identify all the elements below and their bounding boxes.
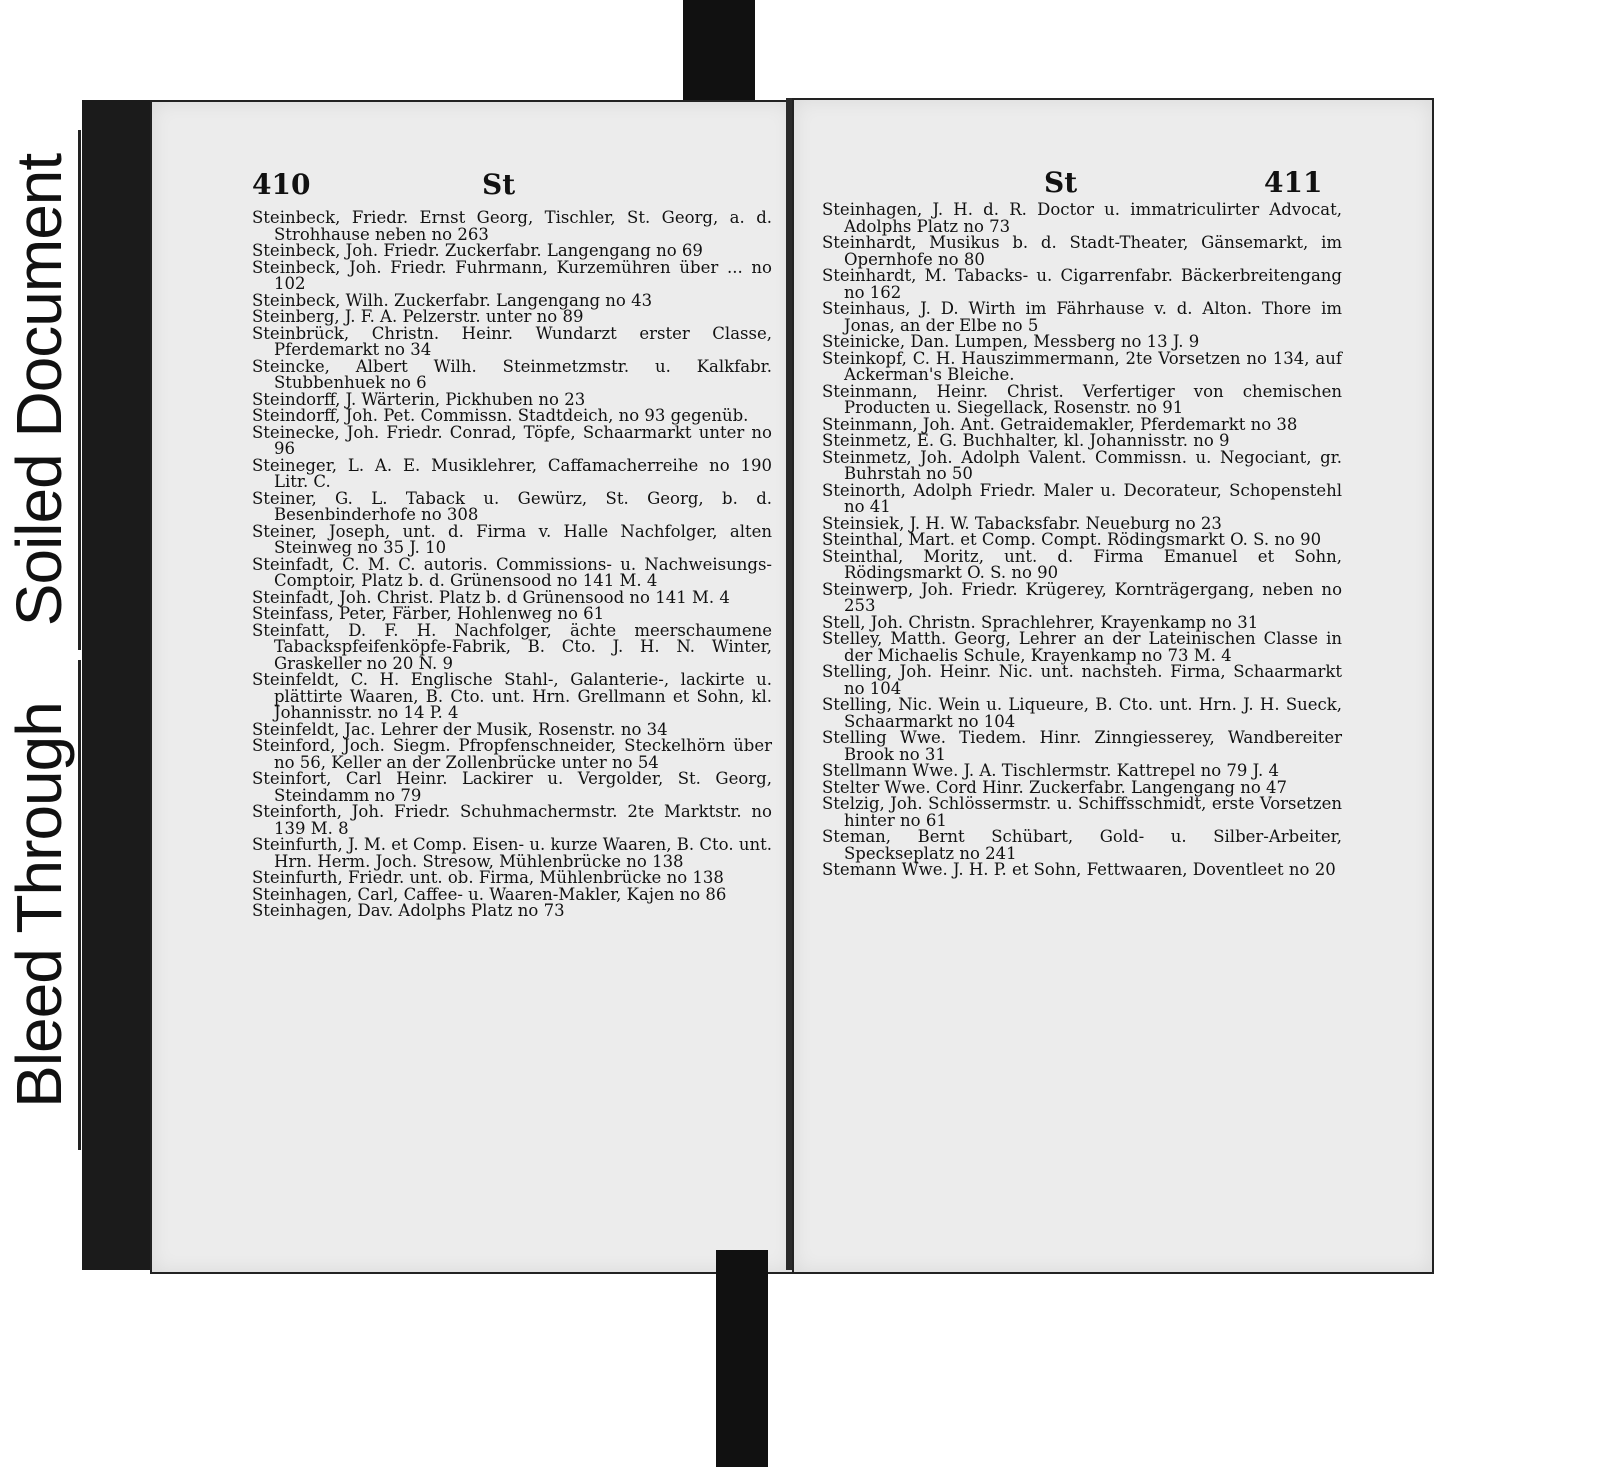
directory-entry: Steinecke, Joh. Friedr. Conrad, Töpfe, Schaarmarkt unter no 96 <box>252 422 772 458</box>
directory-entry: Steinthal, Mart. et Comp. Compt. Rödingsmarkt O. S. no 90 <box>822 530 1322 549</box>
directory-entry: Stelley, Matth. Georg, Lehrer an der Lateinischen Classe in der Michaelis Schule, Krayenkamp no 73 M. 4 <box>822 629 1342 665</box>
directory-entry: Steinfurth, Friedr. unt. ob. Firma, Mühlenbrücke no 138 <box>252 868 724 887</box>
directory-entry: Stelling, Joh. Heinr. Nic. unt. nachsteh. Firma, Schaarmarkt no 104 <box>822 662 1342 698</box>
directory-entry: Steinkopf, C. H. Hauszimmermann, 2te Vorsetzen no 134, auf Ackerman's Bleiche. <box>822 348 1342 384</box>
directory-entry: Steinfadt, Joh. Christ. Platz b. d Grünensood no 141 M. 4 <box>252 587 730 607</box>
directory-entry: Stelzig, Joh. Schlössermstr. u. Schiffsschmidt, erste Vorsetzen hinter no 61 <box>822 794 1342 830</box>
directory-entry: Steinicke, Dan. Lumpen, Messberg no 13 J. 9 <box>822 332 1200 351</box>
directory-entry: Steinmetz, Joh. Adolph Valent. Commissn. u. Negociant, gr. Buhrstah no 50 <box>822 447 1342 483</box>
running-head-right: St <box>1044 166 1078 199</box>
directory-entry: Steinsiek, J. H. W. Tabacksfabr. Neueburg no 23 <box>822 513 1222 533</box>
directory-entry: Steindorff, J. Wärterin, Pickhuben no 23 <box>252 389 586 409</box>
directory-entry: Steinbrück, Christn. Heinr. Wundarzt erster Classe, Pferdemarkt no 34 <box>252 323 772 359</box>
directory-entry: Steinbeck, Joh. Friedr. Fuhrmann, Kurzemühren über ... no 102 <box>252 257 772 293</box>
bookmark-ribbon-bottom <box>716 1250 768 1467</box>
directory-entry: Steinbeck, Friedr. Ernst Georg, Tischler, St. Georg, a. d. Strohhause neben no 263 <box>252 208 772 244</box>
bleed-through-label <box>0 660 81 1150</box>
directory-entry: Steinmetz, E. G. Buchhalter, kl. Johannisstr. no 9 <box>822 431 1230 450</box>
directory-entry: Stell, Joh. Christn. Sprachlehrer, Krayenkamp no 31 <box>822 612 1259 632</box>
directory-entry: Steinhagen, Carl, Caffee- u. Waaren-Makler, Kajen no 86 <box>252 884 727 904</box>
running-head-left: St <box>482 168 516 201</box>
directory-entry: Steinwerp, Joh. Friedr. Krügerey, Kornträgergang, neben no 253 <box>822 579 1342 615</box>
directory-entry: Stemann Wwe. J. H. P. et Sohn, Fettwaaren, Doventleet no 20 <box>822 860 1336 879</box>
directory-entry: Stelter Wwe. Cord Hinr. Zuckerfabr. Langengang no 47 <box>822 777 1288 797</box>
directory-entry: Stelling, Nic. Wein u. Liqueure, B. Cto. unt. Hrn. J. H. Sueck, Schaarmarkt no 104 <box>822 695 1342 731</box>
directory-entry: Steinfeldt, Jac. Lehrer der Musik, Rosenstr. no 34 <box>252 719 668 739</box>
directory-entry: Steinhaus, J. D. Wirth im Fährhause v. d. Alton. Thore im Jonas, an der Elbe no 5 <box>822 299 1342 335</box>
directory-entries-left <box>252 210 772 920</box>
directory-entry: Steinorth, Adolph Friedr. Maler u. Decorateur, Schopenstehl no 41 <box>822 480 1342 516</box>
directory-entry: Stellmann Wwe. J. A. Tischlermstr. Kattrepel no 79 J. 4 <box>822 761 1279 780</box>
directory-entry: Steinbeck, Joh. Friedr. Zuckerfabr. Langengang no 69 <box>252 241 703 260</box>
directory-entry: Steman, Bernt Schübart, Gold- u. Silber-Arbeiter, Speckseplatz no 241 <box>822 827 1342 863</box>
directory-entry: Steindorff, Joh. Pet. Commissn. Stadtdeich, no 93 gegenüb. <box>252 406 749 425</box>
directory-entry: Steinfass, Peter, Färber, Hohlenweg no 61 <box>252 604 605 623</box>
directory-entry: Steinfadt, C. M. C. autoris. Commissions- u. Nachweisungs-Comptoir, Platz b. d. Grünensood no 141 M. 4 <box>252 554 772 590</box>
directory-entry: Steiner, G. L. Taback u. Gewürz, St. Georg, b. d. Besenbinderhofe no 308 <box>252 488 772 524</box>
directory-entry: Steinbeck, Wilh. Zuckerfabr. Langengang no 43 <box>252 290 653 310</box>
soiled-document-text: Soiled Document <box>3 153 75 627</box>
directory-entry: Steiner, Joseph, unt. d. Firma v. Halle Nachfolger, alten Steinweg no 35 J. 10 <box>252 521 772 557</box>
directory-entry: Steinmann, Joh. Ant. Getraidemakler, Pferdemarkt no 38 <box>822 414 1298 434</box>
directory-entry: Steinhagen, J. H. d. R. Doctor u. immatriculirter Advocat, Adolphs Platz no 73 <box>822 200 1342 236</box>
directory-entry: Steinhardt, Musikus b. d. Stadt-Theater, Gänsemarkt, im Opernhofe no 80 <box>822 233 1342 269</box>
directory-entry: Steinford, Joch. Siegm. Pfropfenschneider, Steckelhörn über no 56, Keller an der Zollenbrücke unter no 54 <box>252 736 772 772</box>
directory-entry: Steineger, L. A. E. Musiklehrer, Caffamacherreihe no 190 Litr. C. <box>252 455 772 491</box>
right-page <box>792 98 1434 1274</box>
left-page <box>150 100 794 1274</box>
directory-entry: Steinmann, Heinr. Christ. Verfertiger von chemischen Producten u. Siegellack, Rosenstr. no 91 <box>822 381 1342 417</box>
page-number-left: 410 <box>252 168 311 201</box>
bleed-through-text: Bleed Through <box>3 702 75 1108</box>
directory-entry: Steinfurth, J. M. et Comp. Eisen- u. kurze Waaren, B. Cto. unt. Hrn. Herm. Joch. Stresow, Mühlenbrücke no 138 <box>252 835 772 871</box>
directory-entry: Stelling Wwe. Tiedem. Hinr. Zinngiesserey, Wandbereiter Brook no 31 <box>822 728 1342 764</box>
directory-entry: Steinhardt, M. Tabacks- u. Cigarrenfabr. Bäckerbreitengang no 162 <box>822 266 1342 302</box>
directory-entry: Steinthal, Moritz, unt. d. Firma Emanuel et Sohn, Rödingsmarkt O. S. no 90 <box>822 546 1342 582</box>
directory-entry: Steinforth, Joh. Friedr. Schuhmachermstr. 2te Marktstr. no 139 M. 8 <box>252 802 772 838</box>
directory-entries-right <box>822 202 1342 879</box>
bookmark-ribbon-top <box>683 0 755 112</box>
directory-entry: Steinfeldt, C. H. Englische Stahl-, Galanterie-, lackirte u. plättirte Waaren, B. Cto. unt. Hrn. Grellmann et Sohn, kl. Johannisstr. no 14 P. 4 <box>252 670 772 722</box>
soiled-document-label <box>0 130 81 650</box>
page-number-right: 411 <box>1264 166 1323 199</box>
directory-entry: Steinhagen, Dav. Adolphs Platz no 73 <box>252 901 565 920</box>
directory-entry: Steinfort, Carl Heinr. Lackirer u. Vergolder, St. Georg, Steindamm no 79 <box>252 769 772 805</box>
directory-entry: Steinberg, J. F. A. Pelzerstr. unter no 89 <box>252 307 584 326</box>
directory-entry: Steincke, Albert Wilh. Steinmetzmstr. u. Kalkfabr. Stubbenhuek no 6 <box>252 356 772 392</box>
page-stack-edge <box>82 100 156 1270</box>
directory-entry: Steinfatt, D. F. H. Nachfolger, ächte meerschaumene Tabackspfeifenköpfe-Fabrik, B. Cto. J. H. N. Winter, Graskeller no 20 N. 9 <box>252 620 772 673</box>
